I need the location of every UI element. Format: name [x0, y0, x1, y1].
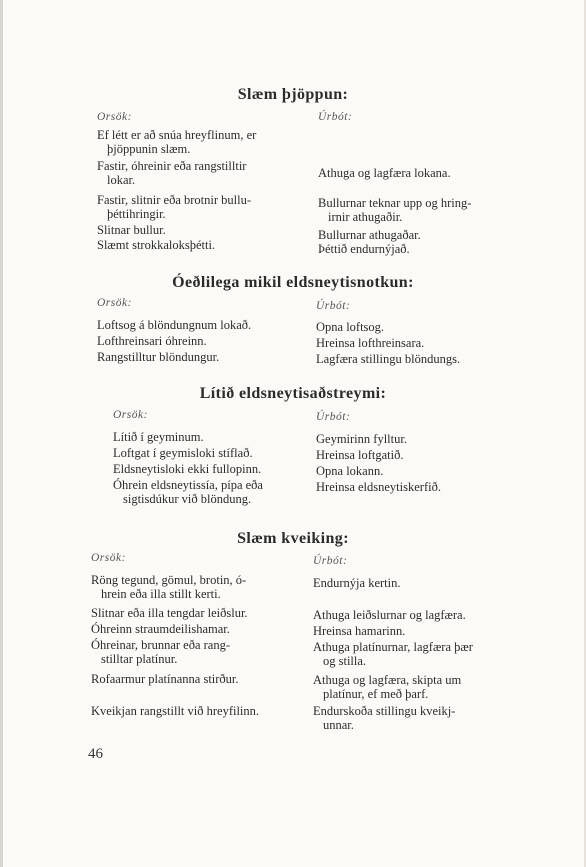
- remedy-entry: Lagfæra stillingu blöndungs.: [316, 352, 461, 366]
- remedy-header: Úrbót:: [318, 111, 353, 123]
- cause-entry: Rangstilltur blöndungur.: [97, 350, 220, 364]
- remedy-entry: Endurskoða stillingu kveikj- unnar.: [313, 704, 456, 732]
- cause-entry: Lítið í geyminum.: [113, 430, 204, 444]
- cause-entry: Rofaarmur platínanna stirður.: [91, 672, 239, 686]
- cause-entry: Óhreinn straumdeilishamar.: [91, 622, 230, 636]
- cause-header: Orsök:: [97, 111, 132, 123]
- cause-header: Orsök:: [97, 297, 132, 309]
- remedy-entry: Bullurnar athugaðar.: [318, 228, 421, 242]
- cause-entry: Ef létt er að snúa hreyflinum, er þjöppunin slæm.: [97, 128, 257, 156]
- cause-entry: Slitnar bullur.: [97, 223, 166, 237]
- remedy-entry: Athuga og lagfæra lokana.: [318, 166, 451, 180]
- remedy-entry: Hreinsa eldsneytiskerfið.: [316, 480, 441, 494]
- cause-entry: Loftgat í geymisloki stíflað.: [113, 446, 253, 460]
- section-title: Slæm kveiking:: [237, 530, 349, 547]
- page-number: 46: [88, 746, 103, 762]
- cause-entry: Slæmt strokkaloksþétti.: [97, 238, 216, 252]
- cause-entry: Fastir, slitnir eða brotnir bullu- þéttihringir.: [97, 193, 251, 221]
- section-title: Óeðlilega mikil eldsneytisnotkun:: [172, 274, 414, 291]
- cause-entry: Slitnar eða illa tengdar leiðslur.: [91, 606, 248, 620]
- remedy-entry: Bullurnar teknar upp og hring- irnir athugaðir.: [318, 196, 472, 224]
- cause-entry: Eldsneytisloki ekki fullopinn.: [113, 462, 262, 476]
- cause-header: Orsök:: [91, 552, 126, 564]
- cause-entry: Óhreinar, brunnar eða rang- stilltar platínur.: [91, 638, 231, 666]
- remedy-entry: Opna lokann.: [316, 464, 384, 478]
- remedy-entry: Hreinsa hamarinn.: [313, 624, 406, 638]
- cause-entry: Loftsog á blöndungnum lokað.: [97, 318, 252, 332]
- section-title: Lítið eldsneytisaðstreymi:: [199, 385, 387, 402]
- cause-header: Orsök:: [113, 409, 148, 421]
- remedy-header: Úrbót:: [313, 555, 348, 567]
- cause-entry: Röng tegund, gömul, brotin, ó- hrein eða illa stillt kerti.: [91, 573, 247, 601]
- cause-entry: Fastir, óhreinir eða rangstilltir lokar.: [97, 159, 247, 187]
- remedy-entry: Hreinsa lofthreinsara.: [316, 336, 425, 350]
- cause-entry: Óhrein eldsneytissía, pípa eða sigtisdúkur við blöndung.: [113, 478, 263, 506]
- remedy-entry: Opna loftsog.: [316, 320, 385, 334]
- remedy-entry: Endurnýja kertin.: [313, 576, 401, 590]
- cause-entry: Kveikjan rangstillt við hreyfilinn.: [91, 704, 260, 718]
- remedy-entry: Hreinsa loftgatið.: [316, 448, 404, 462]
- cause-entry: Lofthreinsari óhreinn.: [97, 334, 207, 348]
- section-title: Slæm þjöppun:: [237, 86, 349, 103]
- remedy-header: Úrbót:: [316, 300, 351, 312]
- remedy-entry: Athuga leiðslurnar og lagfæra.: [313, 608, 466, 622]
- remedy-entry: Geymirinn fylltur.: [316, 432, 407, 446]
- remedy-entry: Þéttið endurnýjað.: [318, 242, 410, 256]
- remedy-entry: Athuga platínurnar, lagfæra þær og stilla.: [313, 640, 473, 668]
- remedy-header: Úrbót:: [316, 411, 351, 423]
- remedy-entry: Athuga og lagfæra, skipta um platínur, ef með þarf.: [313, 673, 462, 701]
